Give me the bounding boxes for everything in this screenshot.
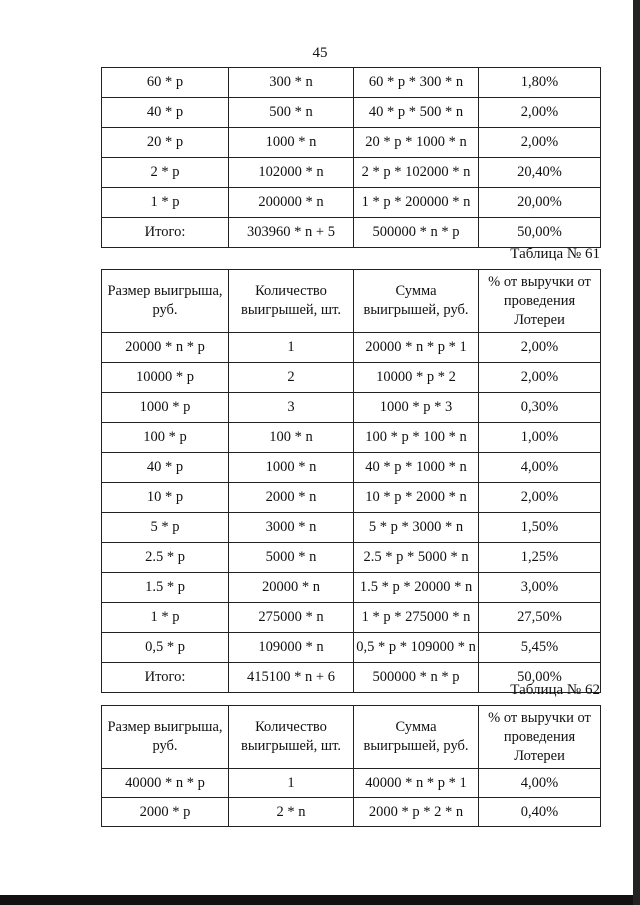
cell-prize-size: 10000 * р [102, 363, 229, 393]
cell-prize-size: 2 * р [102, 158, 229, 188]
cell-prize-size: 40 * р [102, 453, 229, 483]
cell-prize-size: 0,5 * р [102, 633, 229, 663]
cell-prize-sum: 1 * р * 275000 * n [354, 603, 479, 633]
cell-prize-size: 10 * р [102, 483, 229, 513]
cell-prize-size: 40000 * n * р [102, 769, 229, 798]
cell-prize-count: 1 [229, 333, 354, 363]
cell-prize-count: 1000 * n [229, 453, 354, 483]
cell-prize-size: 2.5 * р [102, 543, 229, 573]
cell-prize-sum: 1.5 * р * 20000 * n [354, 573, 479, 603]
cell-prize-sum: 500000 * n * р [354, 663, 479, 693]
page-number: 45 [312, 45, 328, 61]
table-header-row [102, 270, 601, 333]
table-row [102, 333, 601, 363]
cell-prize-sum: 0,5 * р * 109000 * n [354, 633, 479, 663]
cell-prize-sum: 2 * р * 102000 * n [354, 158, 479, 188]
table-row [102, 393, 601, 423]
cell-prize-count: 20000 * n [229, 573, 354, 603]
cell-prize-size: 1 * р [102, 603, 229, 633]
cell-revenue-percent: 1,00% [479, 423, 601, 453]
prize-table-61 [101, 269, 601, 693]
cell-prize-count: 100 * n [229, 423, 354, 453]
cell-prize-size: 40 * р [102, 98, 229, 128]
cell-revenue-percent: 2,00% [479, 333, 601, 363]
cell-prize-count: 1 [229, 769, 354, 798]
table-row [102, 363, 601, 393]
cell-prize-count: 2 * n [229, 798, 354, 827]
cell-prize-sum: 100 * р * 100 * n [354, 423, 479, 453]
cell-prize-sum: 20000 * n * р * 1 [354, 333, 479, 363]
cell-revenue-percent: 4,00% [479, 769, 601, 798]
table-row [102, 798, 601, 827]
cell-prize-sum: 10 * р * 2000 * n [354, 483, 479, 513]
cell-revenue-percent: 5,45% [479, 633, 601, 663]
table-row [102, 573, 601, 603]
cell-prize-count: 5000 * n [229, 543, 354, 573]
table-row [102, 68, 601, 98]
scan-border-bottom [0, 895, 640, 905]
cell-revenue-percent: 1,80% [479, 68, 601, 98]
cell-prize-sum: 40000 * n * р * 1 [354, 769, 479, 798]
cell-prize-sum: 2.5 * р * 5000 * n [354, 543, 479, 573]
header-revenue-percent: % от выручки от проведения Лотереи [479, 706, 601, 769]
cell-prize-sum: 40 * р * 1000 * n [354, 453, 479, 483]
table-62-caption: Таблица № 62 [510, 682, 600, 698]
scan-border-right [633, 0, 640, 905]
cell-revenue-percent: 50,00% [479, 218, 601, 248]
cell-prize-count: 500 * n [229, 98, 354, 128]
cell-prize-size: 20000 * n * р [102, 333, 229, 363]
table-row [102, 158, 601, 188]
table-row [102, 543, 601, 573]
cell-revenue-percent: 27,50% [479, 603, 601, 633]
cell-prize-size: Итого: [102, 218, 229, 248]
table-row [102, 633, 601, 663]
cell-prize-count: 1000 * n [229, 128, 354, 158]
cell-revenue-percent: 20,00% [479, 188, 601, 218]
cell-prize-sum: 60 * р * 300 * n [354, 68, 479, 98]
cell-prize-size: 20 * р [102, 128, 229, 158]
table-row [102, 218, 601, 248]
cell-revenue-percent: 3,00% [479, 573, 601, 603]
prize-table-62 [101, 705, 601, 827]
cell-prize-size: 1000 * р [102, 393, 229, 423]
table-row [102, 769, 601, 798]
cell-prize-sum: 40 * р * 500 * n [354, 98, 479, 128]
cell-revenue-percent: 2,00% [479, 128, 601, 158]
table-row [102, 98, 601, 128]
table-row [102, 188, 601, 218]
table-61-caption: Таблица № 61 [510, 246, 600, 262]
cell-prize-size: 1 * р [102, 188, 229, 218]
prize-table-60-continued [101, 67, 601, 248]
cell-prize-count: 102000 * n [229, 158, 354, 188]
cell-prize-sum: 20 * р * 1000 * n [354, 128, 479, 158]
cell-prize-size: 2000 * р [102, 798, 229, 827]
header-revenue-percent: % от выручки от проведения Лотереи [479, 270, 601, 333]
cell-prize-size: 5 * р [102, 513, 229, 543]
cell-prize-count: 300 * n [229, 68, 354, 98]
header-prize-size: Размер выигрыша, руб. [102, 270, 229, 333]
cell-revenue-percent: 1,50% [479, 513, 601, 543]
cell-prize-count: 2000 * n [229, 483, 354, 513]
table-row [102, 603, 601, 633]
cell-prize-count: 3 [229, 393, 354, 423]
cell-prize-count: 109000 * n [229, 633, 354, 663]
cell-prize-count: 275000 * n [229, 603, 354, 633]
cell-prize-count: 415100 * n + 6 [229, 663, 354, 693]
header-prize-count: Количество выигрышей, шт. [229, 706, 354, 769]
cell-prize-count: 2 [229, 363, 354, 393]
table-row [102, 453, 601, 483]
cell-prize-count: 303960 * n + 5 [229, 218, 354, 248]
cell-prize-size: 1.5 * р [102, 573, 229, 603]
cell-prize-sum: 1 * р * 200000 * n [354, 188, 479, 218]
table-row [102, 513, 601, 543]
table-row [102, 423, 601, 453]
header-prize-sum: Сумма выигрышей, руб. [354, 706, 479, 769]
header-prize-count: Количество выигрышей, шт. [229, 270, 354, 333]
cell-prize-count: 200000 * n [229, 188, 354, 218]
cell-prize-sum: 2000 * р * 2 * n [354, 798, 479, 827]
cell-revenue-percent: 2,00% [479, 363, 601, 393]
cell-revenue-percent: 2,00% [479, 483, 601, 513]
header-prize-sum: Сумма выигрышей, руб. [354, 270, 479, 333]
cell-revenue-percent: 0,30% [479, 393, 601, 423]
cell-prize-count: 3000 * n [229, 513, 354, 543]
cell-revenue-percent: 50,00% [479, 663, 601, 693]
cell-prize-sum: 5 * р * 3000 * n [354, 513, 479, 543]
header-prize-size: Размер выигрыша, руб. [102, 706, 229, 769]
cell-prize-size: 60 * р [102, 68, 229, 98]
table-header-row [102, 706, 601, 769]
cell-revenue-percent: 2,00% [479, 98, 601, 128]
table-row [102, 483, 601, 513]
cell-revenue-percent: 0,40% [479, 798, 601, 827]
table-row [102, 128, 601, 158]
cell-revenue-percent: 1,25% [479, 543, 601, 573]
cell-revenue-percent: 4,00% [479, 453, 601, 483]
cell-prize-size: Итого: [102, 663, 229, 693]
cell-prize-sum: 1000 * р * 3 [354, 393, 479, 423]
cell-prize-sum: 10000 * р * 2 [354, 363, 479, 393]
cell-revenue-percent: 20,40% [479, 158, 601, 188]
cell-prize-sum: 500000 * n * р [354, 218, 479, 248]
cell-prize-size: 100 * р [102, 423, 229, 453]
